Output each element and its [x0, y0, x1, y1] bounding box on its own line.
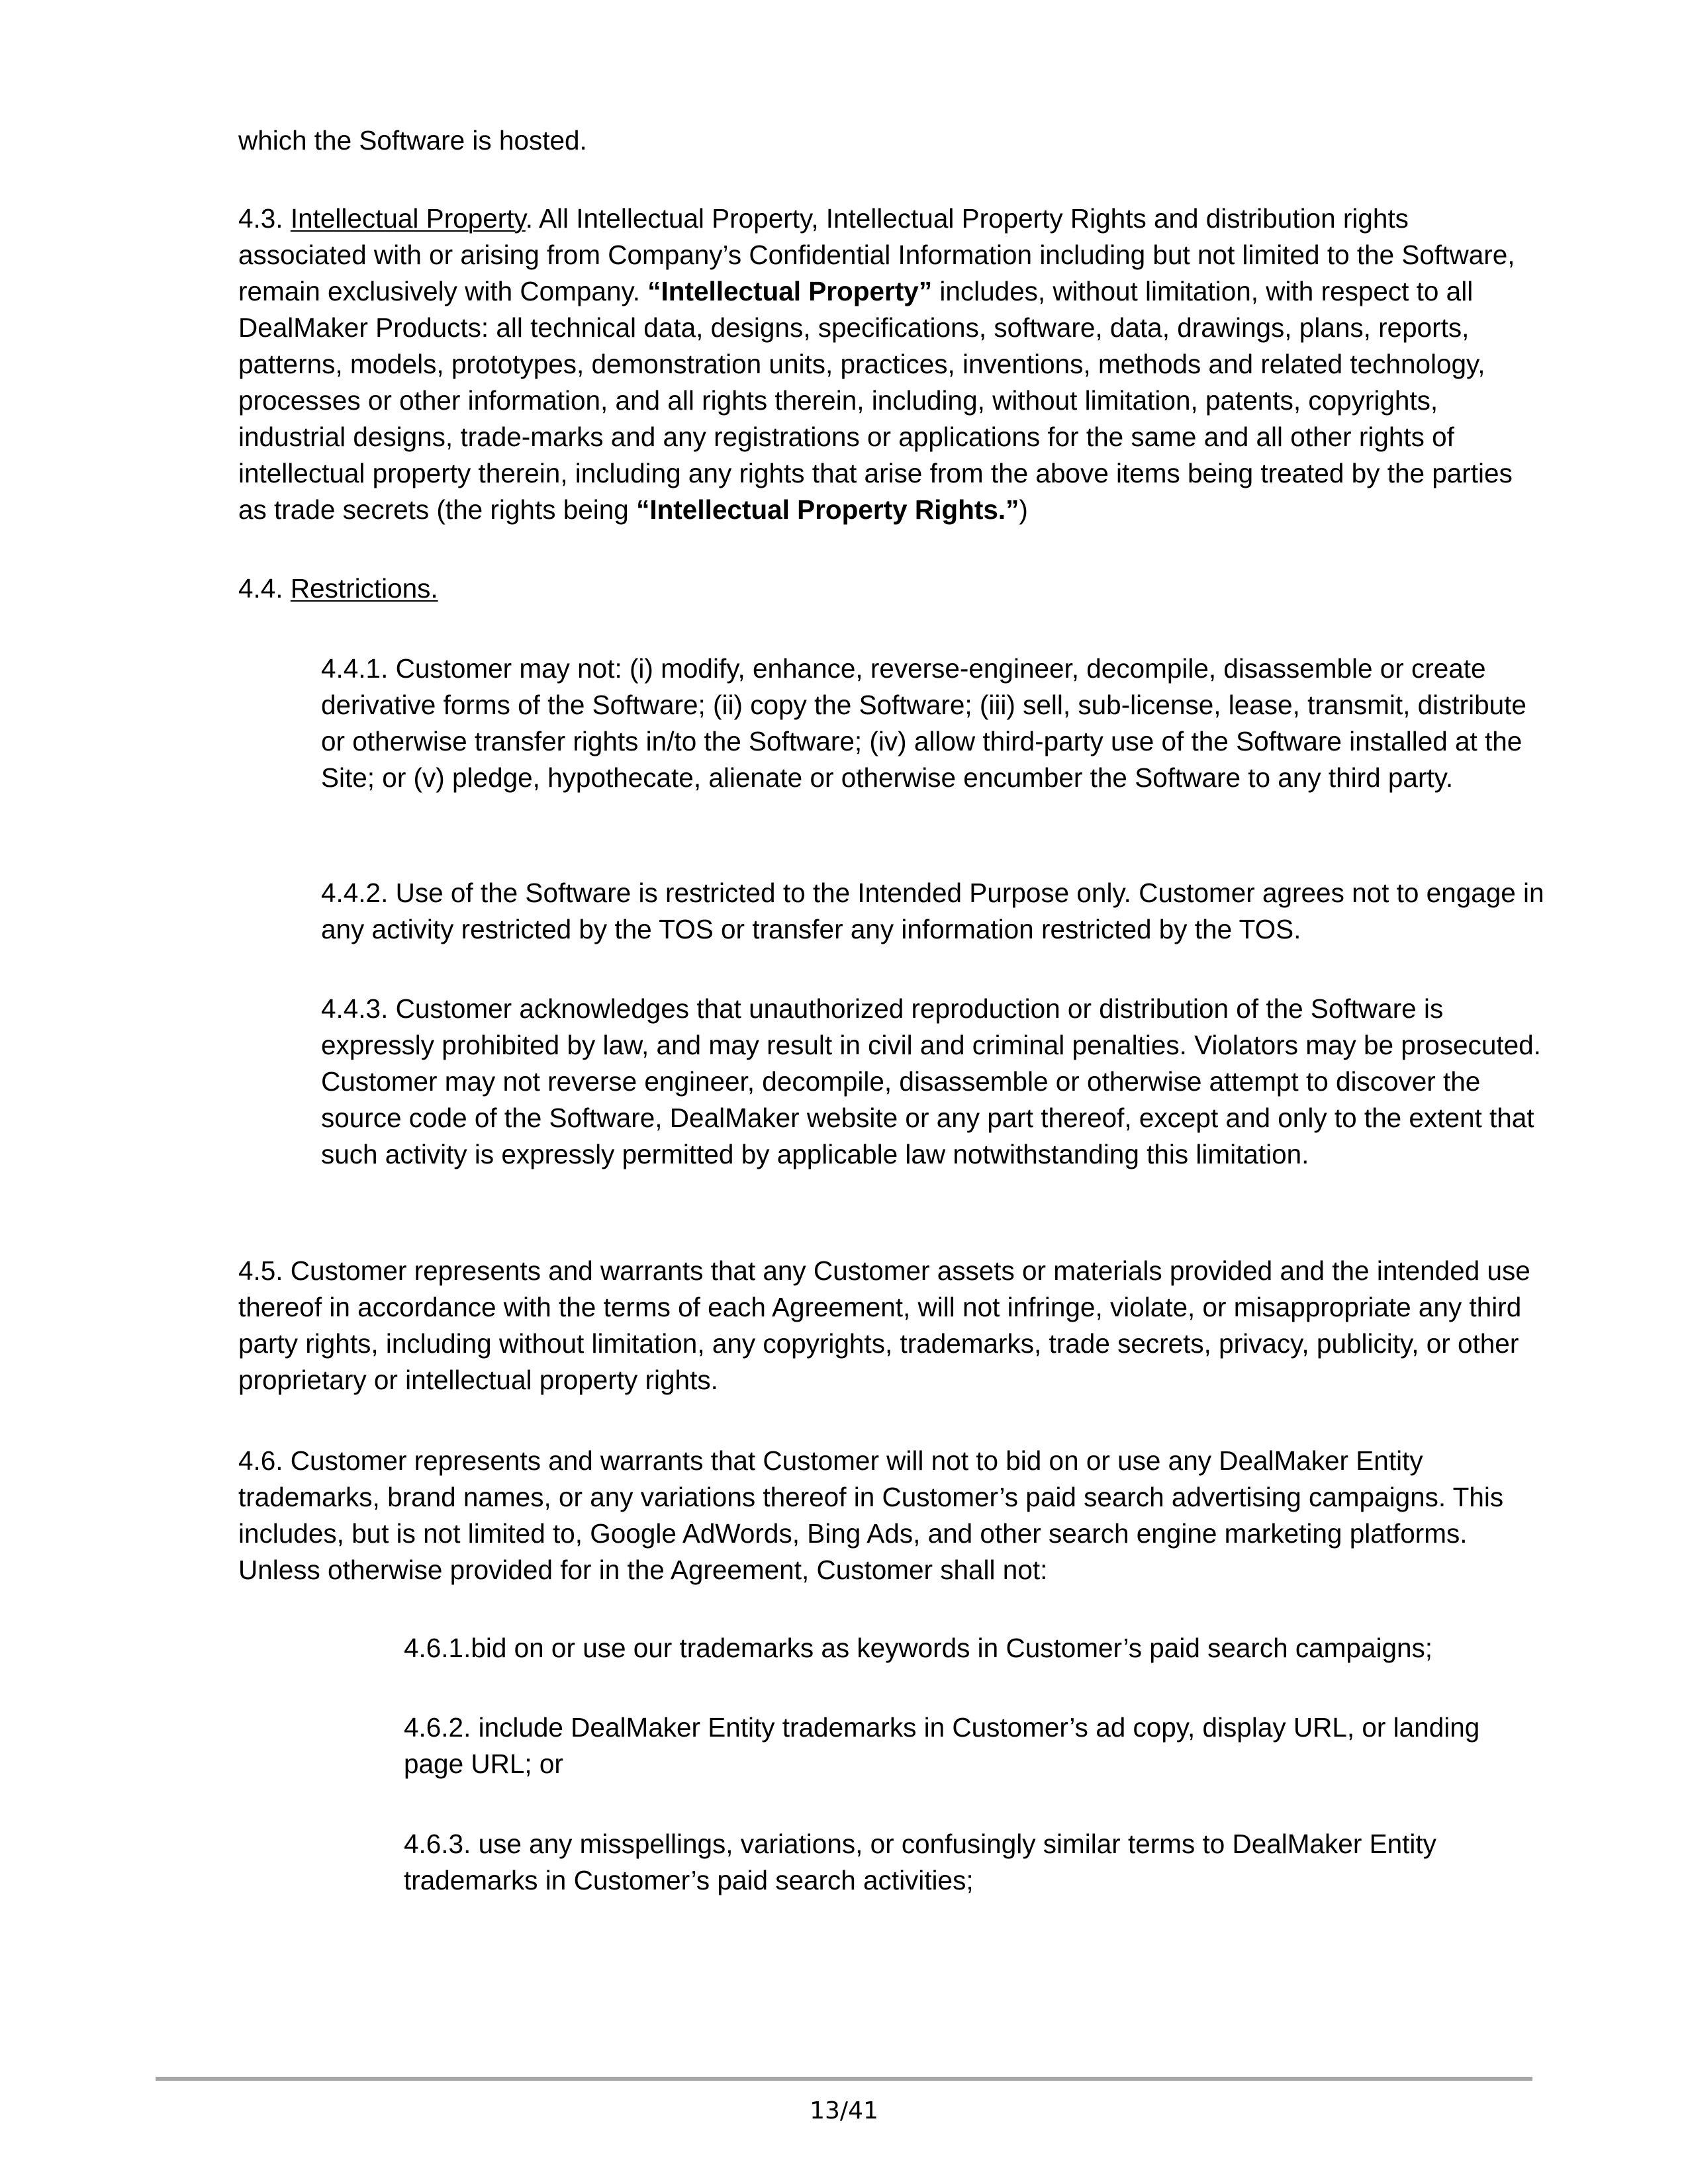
section-heading: Intellectual Property	[290, 203, 526, 234]
defined-term: “Intellectual Property Rights.”	[636, 494, 1019, 525]
section-heading: Restrictions.	[290, 573, 438, 604]
section-4-4-1: 4.4.1. Customer may not: (i) modify, enhance, reverse-engineer, decompile, disassemble or create derivative forms of the Software; (ii) copy the Software; (iii) sell, sub-license, lease, transmit, distribute or otherwise transfer rights in/to the Software; (iv) allow third-party use of the Software installed at the Site; or (v) pledge, hypothecate, alienate or otherwise encumber the Software to any third party.	[321, 653, 1526, 793]
section-4-6: 4.6. Customer represents and warrants that Customer will not to bid on or use any DealMaker Entity trademarks, brand names, or any variations thereof in Customer’s paid search advertising campaigns. This includes, but is not limited to, Google AdWords, Bing Ads, and other search engine marketing platforms. Unless otherwise provided for in the Agreement, Customer shall not:	[238, 1445, 1504, 1585]
section-number: 4.3.	[238, 203, 291, 234]
section-text: includes, without limitation, with respect to all DealMaker Products: all technical data, designs, specifications, software, data, drawings, plans, reports, patterns, models, prototypes, demonstration units, practices, inventions, methods and related technology, processes or other information, and all rights therein, including, without limitation, patents, copyrights, industrial designs, trade-marks and any registrations or applications for the same and all other rights of intellectual property therein, including any rights that arise from the above items being treated by the parties as trade secrets (the rights being	[238, 276, 1513, 525]
section-4-4-3: 4.4.3. Customer acknowledges that unauthorized reproduction or distribution of the Software is expressly prohibited by law, and may result in civil and criminal penalties. Violators may be prosecuted. Customer may not reverse engineer, decompile, disassemble or otherwise attempt to discover the source code of the Software, DealMaker website or any part thereof, except and only to the extent that such activity is expressly permitted by applicable law notwithstanding this limitation.	[321, 993, 1541, 1169]
section-text: . All Intellectual Property, Intellectual Property Rights and distribution rights associated with or arising from Company’s Confidential Information including but not limited to the Software, remain exclusively with Company.	[238, 203, 1515, 306]
footer-divider	[156, 2077, 1532, 2081]
section-4-6-3: 4.6.3. use any misspellings, variations, or confusingly similar terms to DealMaker Entity trademarks in Customer’s paid search activities;	[404, 1829, 1436, 1895]
section-4-3	[238, 201, 1536, 528]
continuation-line: which the Software is hosted.	[238, 125, 587, 156]
defined-term: “Intellectual Property”	[647, 276, 933, 306]
section-4-4	[238, 570, 1536, 607]
section-4-5: 4.5. Customer represents and warrants that any Customer assets or materials provided and the intended use thereof in accordance with the terms of each Agreement, will not infringe, violate, or misappropriate any third party rights, including without limitation, any copyrights, trademarks, trade secrets, privacy, publicity, or other proprietary or intellectual property rights.	[238, 1255, 1530, 1395]
section-text: )	[1019, 494, 1028, 525]
page-number: 13/41	[810, 2097, 878, 2124]
section-4-6-2: 4.6.2. include DealMaker Entity trademarks in Customer’s ad copy, display URL, or landing page URL; or	[404, 1712, 1480, 1779]
section-4-4-2: 4.4.2. Use of the Software is restricted to the Intended Purpose only. Customer agrees not to engage in any activity restricted by the TOS or transfer any information restricted by the TOS.	[321, 878, 1544, 944]
section-number: 4.4.	[238, 573, 291, 604]
section-4-6-1: 4.6.1.bid on or use our trademarks as keywords in Customer’s paid search campaigns;	[404, 1633, 1433, 1663]
